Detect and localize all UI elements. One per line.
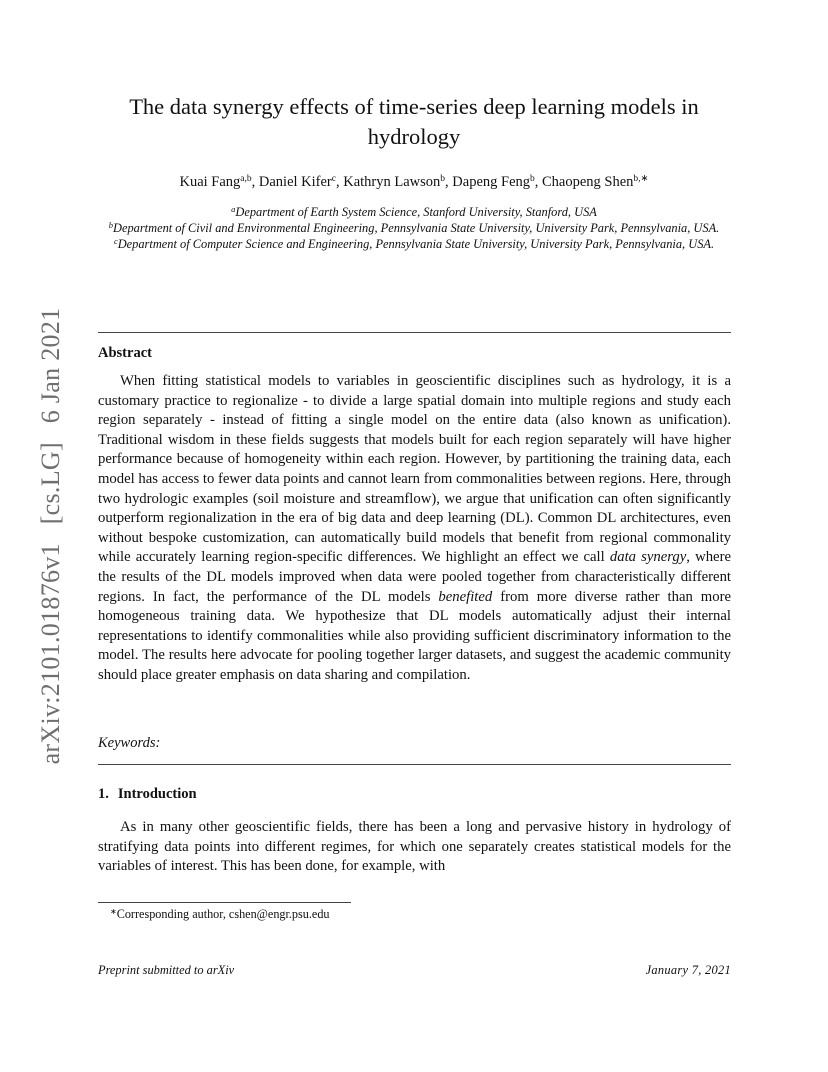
author-affiliation-mark: b xyxy=(440,174,446,184)
arxiv-category: [cs.LG] xyxy=(36,442,65,525)
affiliation-mark: b xyxy=(108,220,114,231)
abstract-top-rule xyxy=(98,332,731,333)
author-affiliation-mark: c xyxy=(331,174,336,184)
author-name: Dapeng Feng xyxy=(452,174,530,190)
footnote-text: Corresponding author, cshen@engr.psu.edu xyxy=(116,907,330,921)
abstract-emphasis: benefited xyxy=(438,588,493,605)
footnote-marker: ∗ xyxy=(110,907,117,916)
abstract-text-part: , where the results of the DL models improved when data were pooled together from characteristically different regions. In fact, the performance of the DL models xyxy=(98,549,731,605)
section-title: Introduction xyxy=(117,786,197,802)
affiliation-item xyxy=(98,236,730,252)
arxiv-date: 6 Jan 2021 xyxy=(36,307,65,424)
introduction-paragraph: As in many other geoscientific fields, there has been a long and pervasive history in hydrology of stratifying data points into different regimes, for which one separately creates statistical models for the variables of interest. This has been done, for example, with xyxy=(98,819,731,875)
affiliation-text: Department of Computer Science and Engineering, Pennsylvania State University, University Park, Pennsylvania, USA. xyxy=(117,237,715,252)
arxiv-id: arXiv:2101.01876v1 xyxy=(36,543,65,765)
abstract-text xyxy=(98,372,731,686)
abstract-text-part: from more diverse rather than more homogeneous training data. We hypothesize that DL models automatically adjust their internal representations to identify commonalities while also providing sufficient discriminatory information to the model. The results here advocate for pooling together larger datasets, and suggest the academic community should place greater emphasis on data sharing and compilation. xyxy=(98,588,731,683)
section-number: 1. xyxy=(98,786,109,802)
abstract-text-part: When fitting statistical models to variables in geoscientific disciplines such as hydrology, it is a customary practice to regionalize - to divide a large spatial domain into multiple regions and study each region separately - instead of fitting a single model on the entire data (also known as unification). Traditional wisdom in these fields suggests that models built for each region separately will have higher performance because of homogeneity within each region. However, by partitioning the training data, each model has access to fewer data points and cannot learn from commonalities between regions. Here, through two hydrologic examples (soil moisture and streamflow), we argue that unification can often significantly outperform regionalization in the era of big data and deep learning (DL). Common DL architectures, even without bespoke customization, can automatically build models that benefit from regional commonality while accurately learning region-specific differences. We highlight an effect we call xyxy=(98,373,731,566)
footer-preprint-note: Preprint submitted to arXiv xyxy=(98,963,235,977)
affiliation-item xyxy=(98,220,730,236)
author-name: Kathryn Lawson xyxy=(343,174,441,190)
paper-title-line-2: hydrology xyxy=(367,124,461,149)
author-list: Kuai Fang$^{a,b}$, Daniel Kifer$^c$, Kathryn Lawson$^b$, Dapeng Feng$^b$, Chaopeng Shen$^{b,∗}$ xyxy=(179,174,649,190)
author-name: Daniel Kifer xyxy=(258,174,332,190)
affiliation-mark: c xyxy=(113,236,118,247)
section-heading xyxy=(98,786,197,803)
footnote xyxy=(110,906,330,922)
affiliation-list xyxy=(98,204,730,253)
abstract-emphasis: data synergy xyxy=(609,549,687,566)
author-affiliation-mark: a,b xyxy=(240,174,252,184)
keywords-label: Keywords: xyxy=(98,735,161,751)
paper-title-line-1: The data synergy effects of time-series deep learning models in xyxy=(129,94,699,119)
author-name: Kuai Fang xyxy=(179,174,241,190)
author-name: Chaopeng Shen xyxy=(542,174,634,190)
footnote-rule xyxy=(98,902,351,903)
affiliation-item xyxy=(98,204,730,220)
affiliation-mark: a xyxy=(231,204,236,214)
abstract-heading: Abstract xyxy=(98,345,152,361)
affiliation-text: Department of Civil and Environmental Engineering, Pennsylvania State University, University Park, Pennsylvania, USA. xyxy=(113,221,720,236)
author-affiliation-mark: b xyxy=(530,174,535,184)
arxiv-identifier-stamp xyxy=(36,296,66,765)
author-affiliation-mark: b,∗ xyxy=(633,174,649,184)
abstract-bottom-rule xyxy=(98,764,731,765)
paper-title xyxy=(98,92,730,152)
footer-date: January 7, 2021 xyxy=(645,963,731,977)
affiliation-text: Department of Earth System Science, Stanford University, Stanford, USA xyxy=(235,205,597,219)
